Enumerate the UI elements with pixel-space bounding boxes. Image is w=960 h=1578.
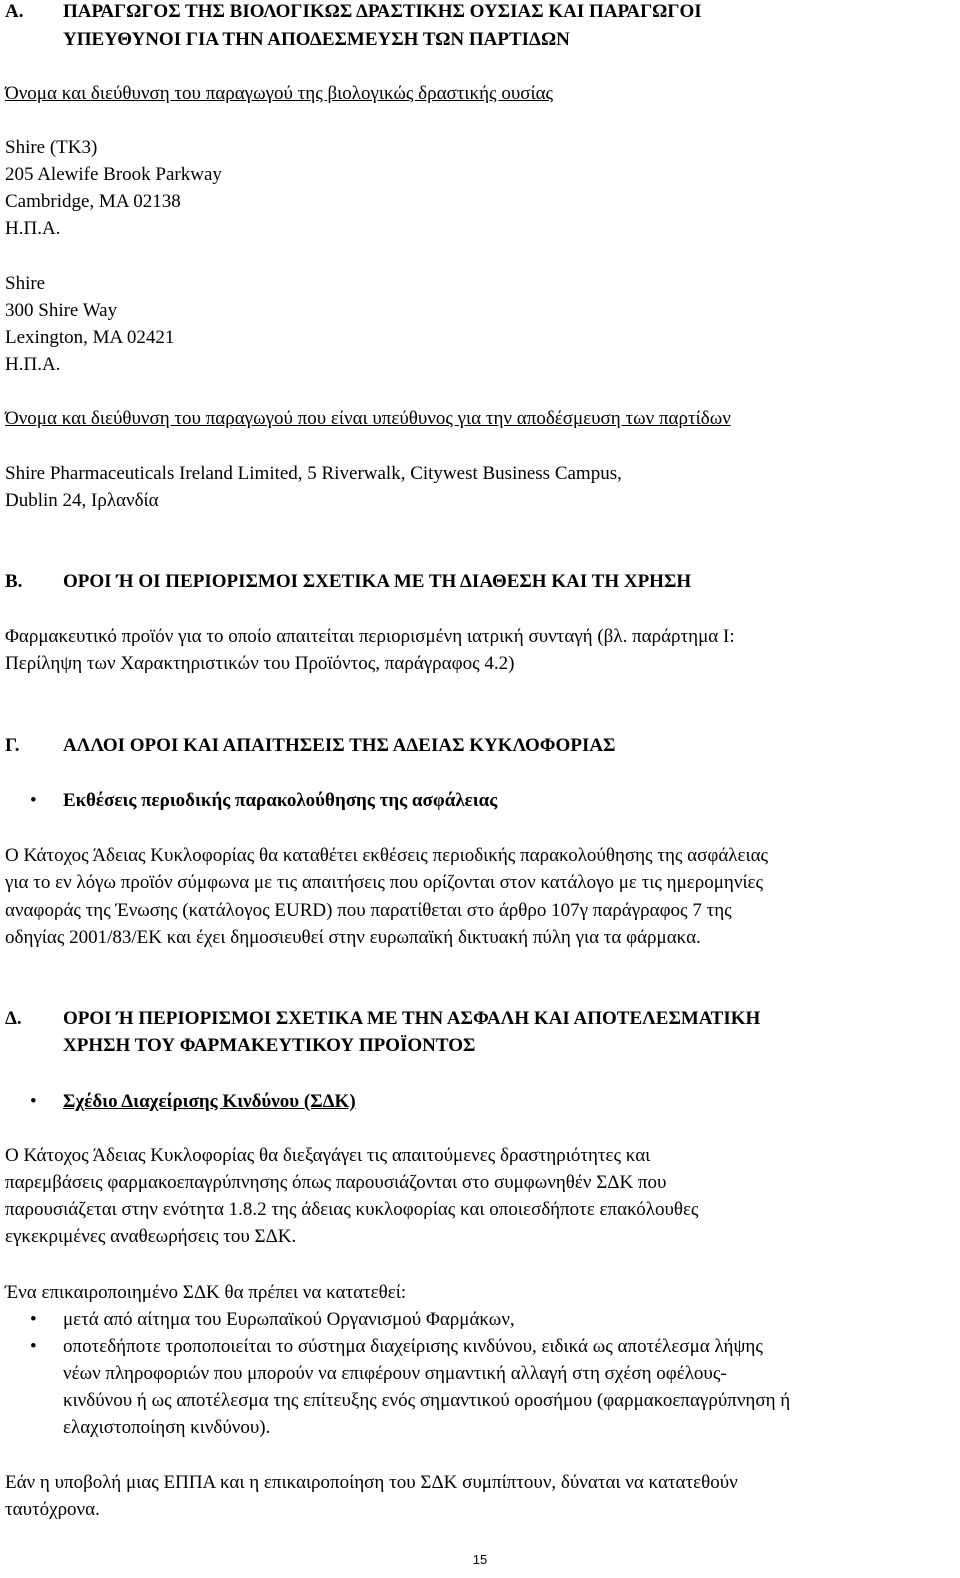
bio-substance-heading: Όνομα και διεύθυνση του παραγωγού της βιολογικώς δραστικής ουσίας <box>5 83 554 104</box>
section-b-text-line-2: Περίληψη των Χαρακτηριστικών του Προϊόντος, παράγραφος 4.2) <box>5 653 515 674</box>
address-2-line-2: 300 Shire Way <box>5 300 118 321</box>
section-d-text-line-2: παρεμβάσεις φαρμακοεπαγρύπνησης όπως παρουσιάζονται στο συμφωνηθέν ΣΔΚ που <box>5 1172 667 1193</box>
section-d-text-line-1: Ο Κάτοχος Άδειας Κυκλοφορίας θα διεξαγάγει τις απαιτούμενες δραστηριότητες και <box>5 1145 651 1166</box>
address-1-line-1: Shire (TK3) <box>5 137 98 158</box>
section-d-text-line-3: παρουσιάζεται στην ενότητα 1.8.2 της άδειας κυκλοφορίας και οποιεσδήποτε επακόλουθες <box>5 1199 699 1220</box>
bullet-icon: • <box>30 1309 37 1330</box>
address-2-line-1: Shire <box>5 273 46 294</box>
section-d-letter: Δ. <box>5 1008 22 1029</box>
section-d-title-line1: ΟΡΟΙ Ή ΠΕΡΙΟΡΙΣΜΟΙ ΣΧΕΤΙΚΑ ΜΕ ΤΗΝ ΑΣΦΑΛΗ ΚΑΙ ΑΠΟΤΕΛΕΣΜΑΤΙΚΗ <box>63 1008 761 1029</box>
section-c-text-line-1: Ο Κάτοχος Άδειας Κυκλοφορίας θα καταθέτει εκθέσεις περιοδικής παρακολούθησης της ασφάλειας <box>5 845 769 866</box>
rmp-update-item-2-line-1: οποτεδήποτε τροποποιείται το σύστημα διαχείρισης κινδύνου, ειδικά ως αποτέλεσμα λήψης <box>63 1336 763 1357</box>
rmp-update-intro: Ένα επικαιροποιημένο ΣΔΚ θα πρέπει να κατατεθεί: <box>5 1282 407 1303</box>
rmp-heading: Σχέδιο Διαχείρισης Κινδύνου (ΣΔΚ) <box>63 1091 356 1112</box>
address-2-line-4: Η.Π.Α. <box>5 354 61 375</box>
batch-release-address-line-2: Dublin 24, Ιρλανδία <box>5 490 159 511</box>
section-a-title-line1: ΠΑΡΑΓΩΓΟΣ ΤΗΣ ΒΙΟΛΟΓΙΚΩΣ ΔΡΑΣΤΙΚΗΣ ΟΥΣΙΑΣ ΚΑΙ ΠΑΡΑΓΩΓΟΙ <box>63 1 702 22</box>
rmp-update-item-2-line-4: ελαχιστοποίηση κινδύνου). <box>63 1417 271 1438</box>
address-1-line-3: Cambridge, MA 02138 <box>5 191 181 212</box>
section-c-text-line-3: αναφοράς της Ένωσης (κατάλογος EURD) που παρατίθεται στο άρθρο 107γ παράγραφος 7 της <box>5 900 732 921</box>
section-b-text-line-1: Φαρμακευτικό προϊόν για το οποίο απαιτείται περιορισμένη ιατρική συνταγή (βλ. παράρτημα Ι: <box>5 626 735 647</box>
section-d-title-line2: ΧΡΗΣΗ ΤΟΥ ΦΑΡΜΑΚΕΥΤΙΚΟΥ ΠΡΟΪΟΝΤΟΣ <box>63 1035 476 1056</box>
bullet-icon: • <box>30 1336 37 1357</box>
batch-release-address-line-1: Shire Pharmaceuticals Ireland Limited, 5 Riverwalk, Citywest Business Campus, <box>5 463 622 484</box>
section-d-text-line-4: εγκεκριμένες αναθεωρήσεις του ΣΔΚ. <box>5 1226 297 1247</box>
address-2-line-3: Lexington, MA 02421 <box>5 327 175 348</box>
bullet-icon: • <box>30 790 37 811</box>
section-b-title: ΟΡΟΙ Ή ΟΙ ΠΕΡΙΟΡΙΣΜΟΙ ΣΧΕΤΙΚΑ ΜΕ ΤΗ ΔΙΑΘΕΣΗ ΚΑΙ ΤΗ ΧΡΗΣΗ <box>63 571 692 592</box>
section-a-title-line2: ΥΠΕΥΘΥΝΟΙ ΓΙΑ ΤΗΝ ΑΠΟΔΕΣΜΕΥΣΗ ΤΩΝ ΠΑΡΤΙΔΩΝ <box>63 29 570 50</box>
bullet-icon: • <box>30 1091 37 1112</box>
section-a-letter: Α. <box>5 1 24 22</box>
address-1-line-4: Η.Π.Α. <box>5 218 61 239</box>
psur-heading: Εκθέσεις περιοδικής παρακολούθησης της ασφάλειας <box>63 790 498 811</box>
section-c-text-line-4: οδηγίας 2001/83/ΕΚ και έχει δημοσιευθεί στην ευρωπαϊκή δικτυακή πύλη για τα φάρμακα. <box>5 927 701 948</box>
section-b-letter: Β. <box>5 571 23 592</box>
section-c-title: ΑΛΛΟΙ ΟΡΟΙ ΚΑΙ ΑΠΑΙΤΗΣΕΙΣ ΤΗΣ ΑΔΕΙΑΣ ΚΥΚΛΟΦΟΡΙΑΣ <box>63 735 616 756</box>
page-number: 15 <box>472 1552 488 1567</box>
closing-text-line-2: ταυτόχρονα. <box>5 1499 100 1520</box>
rmp-update-item-2-line-2: νέων πληροφοριών που μπορούν να επιφέρουν σημαντική αλλαγή στη σχέση οφέλους- <box>63 1363 727 1384</box>
section-c-letter: Γ. <box>5 735 20 756</box>
address-1-line-2: 205 Alewife Brook Parkway <box>5 164 222 185</box>
rmp-update-item-1: μετά από αίτημα του Ευρωπαϊκού Οργανισμού Φαρμάκων, <box>63 1309 515 1330</box>
rmp-update-item-2-line-3: κινδύνου ή ως αποτέλεσμα της επίτευξης ενός σημαντικού οροσήμου (φαρμακοεπαγρύπνηση ή <box>63 1390 791 1411</box>
section-c-text-line-2: για το εν λόγω προϊόν σύμφωνα με τις απαιτήσεις που ορίζονται στον κατάλογο με τις ημερομηνίες <box>5 872 764 893</box>
batch-release-heading: Όνομα και διεύθυνση του παραγωγού που είναι υπεύθυνος για την αποδέσμευση των παρτίδων <box>5 408 731 429</box>
closing-text-line-1: Εάν η υποβολή μιας ΕΠΠΑ και η επικαιροποίηση του ΣΔΚ συμπίπτουν, δύναται να κατατεθούν <box>5 1472 738 1493</box>
